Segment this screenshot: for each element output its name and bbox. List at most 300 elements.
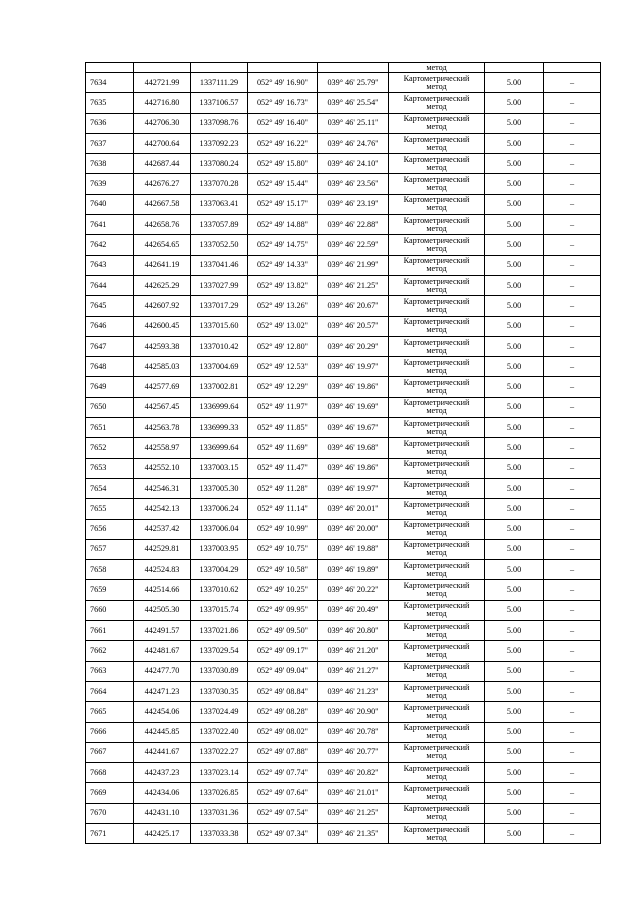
cell-point-number: 7669 <box>86 783 134 803</box>
cell-description: – <box>544 458 601 478</box>
cell-method <box>389 194 485 214</box>
cell-description: – <box>544 174 601 194</box>
table-row <box>86 763 601 783</box>
table-row <box>86 377 601 397</box>
cell-y: 1337030.35 <box>191 681 248 701</box>
cell-point-number: 7643 <box>86 255 134 275</box>
cell-longitude: 039° 46' 20.00" <box>318 519 389 539</box>
cell-accuracy: 5.00 <box>485 600 544 620</box>
cell-latitude: 052° 49' 11.28" <box>248 478 318 498</box>
table-row <box>86 194 601 214</box>
cell-x: 442542.13 <box>134 499 191 519</box>
cell-latitude: 052° 49' 07.34" <box>248 823 318 843</box>
cell-description: – <box>544 742 601 762</box>
method-line-2: метод <box>426 325 447 335</box>
table-row <box>86 316 601 336</box>
cell-description: – <box>544 215 601 235</box>
method-line-2: метод <box>426 487 447 497</box>
cell-description: – <box>544 377 601 397</box>
table-row <box>86 681 601 701</box>
cell-latitude: 052° 49' 08.02" <box>248 722 318 742</box>
method-line-2: метод <box>426 365 447 375</box>
cell-x: 442437.23 <box>134 763 191 783</box>
method-line-1: Картометрический <box>403 702 470 712</box>
cell-y: 1337030.89 <box>191 661 248 681</box>
cell-method <box>389 235 485 255</box>
cell-method <box>389 154 485 174</box>
cell-description: – <box>544 681 601 701</box>
cell-y: 1337021.86 <box>191 621 248 641</box>
method-line-2: метод <box>426 710 447 720</box>
cell-point-number: 7658 <box>86 560 134 580</box>
cell-y: 1337080.24 <box>191 154 248 174</box>
cell-x: 442676.27 <box>134 174 191 194</box>
cell-point-number: 7671 <box>86 823 134 843</box>
cell-y: 1337063.41 <box>191 194 248 214</box>
cell-x: 442593.38 <box>134 336 191 356</box>
method-line-2: метод <box>426 162 447 172</box>
method-line-2: метод <box>426 771 447 781</box>
method-line-2: метод <box>426 142 447 152</box>
cell-description: – <box>544 93 601 113</box>
cell-x: 442514.66 <box>134 580 191 600</box>
cell-method <box>389 113 485 133</box>
cell-method <box>389 377 485 397</box>
table-row <box>86 73 601 93</box>
cell-longitude: 039° 46' 20.67" <box>318 296 389 316</box>
cell-longitude: 039° 46' 19.97" <box>318 478 389 498</box>
cell-longitude: 039° 46' 19.67" <box>318 418 389 438</box>
method-line-1: Картометрический <box>403 195 470 205</box>
cell-accuracy: 5.00 <box>485 621 544 641</box>
cell-method <box>389 458 485 478</box>
method-line-1: Картометрический <box>403 154 470 164</box>
method-line-2: метод <box>426 264 447 274</box>
cell-longitude: 039° 46' 25.11" <box>318 113 389 133</box>
cell-point-number: 7657 <box>86 539 134 559</box>
table-row <box>86 823 601 843</box>
cell-latitude: 052° 49' 15.80" <box>248 154 318 174</box>
cell-description: – <box>544 275 601 295</box>
table-row <box>86 397 601 417</box>
cell-accuracy: 5.00 <box>485 641 544 661</box>
cell-x: 442600.45 <box>134 316 191 336</box>
method-line-1: Картометрический <box>403 784 470 794</box>
table-row <box>86 418 601 438</box>
cell-method <box>389 438 485 458</box>
cell-y: 1337003.95 <box>191 539 248 559</box>
cell-point-number: 7666 <box>86 722 134 742</box>
cell-lon <box>318 63 389 73</box>
table-row <box>86 458 601 478</box>
cell-x: 442721.99 <box>134 73 191 93</box>
method-line-2: метод <box>426 629 447 639</box>
method-line-1: Картометрический <box>403 662 470 672</box>
cell-description: – <box>544 255 601 275</box>
cell-y <box>191 63 248 73</box>
cell-accuracy: 5.00 <box>485 742 544 762</box>
cell-y: 1337092.23 <box>191 133 248 153</box>
cell-accuracy: 5.00 <box>485 357 544 377</box>
cell-y: 1337017.29 <box>191 296 248 316</box>
cell-longitude: 039° 46' 21.23" <box>318 681 389 701</box>
cell-latitude: 052° 49' 12.53" <box>248 357 318 377</box>
cell-longitude: 039° 46' 20.22" <box>318 580 389 600</box>
cell-point-number: 7656 <box>86 519 134 539</box>
method-line-2: метод <box>426 528 447 538</box>
cell-accuracy: 5.00 <box>485 316 544 336</box>
cell-method: метод <box>389 63 485 73</box>
cell-longitude: 039° 46' 21.27" <box>318 661 389 681</box>
cell-longitude: 039° 46' 21.01" <box>318 783 389 803</box>
cell-longitude: 039° 46' 19.69" <box>318 397 389 417</box>
cell-y: 1337031.36 <box>191 803 248 823</box>
cell-accuracy: 5.00 <box>485 174 544 194</box>
cell-point-number: 7641 <box>86 215 134 235</box>
cell-method <box>389 722 485 742</box>
method-line-2: метод <box>426 426 447 436</box>
cell-longitude: 039° 46' 21.99" <box>318 255 389 275</box>
cell-point-number: 7644 <box>86 275 134 295</box>
method-line-2: метод <box>426 203 447 213</box>
method-line-2: метод <box>426 690 447 700</box>
cell-point-number: 7639 <box>86 174 134 194</box>
cell-y: 1337024.49 <box>191 702 248 722</box>
cell-x: 442706.30 <box>134 113 191 133</box>
cell-latitude: 052° 49' 15.44" <box>248 174 318 194</box>
cell-description: – <box>544 499 601 519</box>
cell-method <box>389 823 485 843</box>
cell-longitude: 039° 46' 19.88" <box>318 539 389 559</box>
method-line-1: Картометрический <box>403 296 470 306</box>
cell-x: 442481.67 <box>134 641 191 661</box>
table-row <box>86 600 601 620</box>
cell-latitude: 052° 49' 13.26" <box>248 296 318 316</box>
table-row <box>86 478 601 498</box>
cell-latitude: 052° 49' 14.75" <box>248 235 318 255</box>
cell-latitude: 052° 49' 16.73" <box>248 93 318 113</box>
cell-method <box>389 560 485 580</box>
cell-y: 1337041.46 <box>191 255 248 275</box>
method-line-2: метод <box>426 832 447 842</box>
cell-method <box>389 215 485 235</box>
cell-longitude: 039° 46' 20.29" <box>318 336 389 356</box>
cell-method <box>389 641 485 661</box>
method-line-1: Картометрический <box>403 357 470 367</box>
cell-description: – <box>544 397 601 417</box>
cell-latitude: 052° 49' 10.25" <box>248 580 318 600</box>
cell-lat <box>248 63 318 73</box>
cell-y: 1337022.40 <box>191 722 248 742</box>
cell-x: 442546.31 <box>134 478 191 498</box>
cell-longitude: 039° 46' 20.78" <box>318 722 389 742</box>
method-line-2: метод <box>426 751 447 761</box>
cell-longitude: 039° 46' 20.01" <box>318 499 389 519</box>
cell-longitude: 039° 46' 24.76" <box>318 133 389 153</box>
cell-accuracy: 5.00 <box>485 93 544 113</box>
method-line-1: Картометрический <box>403 317 470 327</box>
cell-point-number: 7646 <box>86 316 134 336</box>
method-line-1: Картометрический <box>403 175 470 185</box>
cell-method <box>389 499 485 519</box>
table-row <box>86 621 601 641</box>
cell-description: – <box>544 73 601 93</box>
method-line-2: метод <box>426 81 447 91</box>
cell-point-number: 7637 <box>86 133 134 153</box>
cell-y: 1337111.29 <box>191 73 248 93</box>
cell-method <box>389 763 485 783</box>
cell-y: 1337023.14 <box>191 763 248 783</box>
method-line-2: метод <box>426 101 447 111</box>
cell-description: – <box>544 194 601 214</box>
cell-longitude: 039° 46' 19.86" <box>318 458 389 478</box>
cell-point-number: 7662 <box>86 641 134 661</box>
cell-point-number: 7659 <box>86 580 134 600</box>
method-line-1: Картометрический <box>403 499 470 509</box>
cell-point-number: 7660 <box>86 600 134 620</box>
method-line-1: Картометрический <box>403 459 470 469</box>
cell-accuracy: 5.00 <box>485 336 544 356</box>
cell-accuracy: 5.00 <box>485 235 544 255</box>
cell-y: 1337002.81 <box>191 377 248 397</box>
table-row <box>86 154 601 174</box>
cell-accuracy: 5.00 <box>485 397 544 417</box>
table-body <box>86 63 601 844</box>
cell-y: 1337057.89 <box>191 215 248 235</box>
coordinates-table <box>85 62 601 844</box>
cell-x: 442563.78 <box>134 418 191 438</box>
method-line-1: Картометрический <box>403 723 470 733</box>
method-line-2: метод <box>426 670 447 680</box>
cell-description: – <box>544 296 601 316</box>
cell-y: 1337004.29 <box>191 560 248 580</box>
table-row <box>86 93 601 113</box>
cell-latitude: 052° 49' 11.85" <box>248 418 318 438</box>
cell-method <box>389 418 485 438</box>
cell-accuracy: 5.00 <box>485 702 544 722</box>
cell-longitude: 039° 46' 23.19" <box>318 194 389 214</box>
table-row <box>86 519 601 539</box>
cell-longitude: 039° 46' 19.97" <box>318 357 389 377</box>
cell-point-number: 7667 <box>86 742 134 762</box>
cell-accuracy: 5.00 <box>485 519 544 539</box>
table-row <box>86 235 601 255</box>
cell-method <box>389 600 485 620</box>
cell-latitude: 052° 49' 08.84" <box>248 681 318 701</box>
cell-method <box>389 275 485 295</box>
cell-latitude: 052° 49' 11.97" <box>248 397 318 417</box>
cell-latitude: 052° 49' 08.28" <box>248 702 318 722</box>
method-line-1: Картометрический <box>403 560 470 570</box>
cell-method <box>389 357 485 377</box>
cell-longitude: 039° 46' 20.80" <box>318 621 389 641</box>
cell-accuracy: 5.00 <box>485 113 544 133</box>
cell-accuracy <box>485 63 544 73</box>
cell-method <box>389 133 485 153</box>
cell-point-number: 7654 <box>86 478 134 498</box>
method-line-1: Картометрический <box>403 641 470 651</box>
cell-longitude: 039° 46' 20.49" <box>318 600 389 620</box>
method-line-1: Картометрический <box>403 256 470 266</box>
cell-x: 442552.10 <box>134 458 191 478</box>
cell-x <box>134 63 191 73</box>
cell-latitude: 052° 49' 13.82" <box>248 275 318 295</box>
method-line-1: Картометрический <box>403 378 470 388</box>
cell-y: 1337015.74 <box>191 600 248 620</box>
table-row <box>86 702 601 722</box>
method-line-1: Картометрический <box>403 438 470 448</box>
cell-method <box>389 296 485 316</box>
method-line-1: Картометрический <box>403 479 470 489</box>
table-row <box>86 641 601 661</box>
cell-longitude: 039° 46' 23.56" <box>318 174 389 194</box>
cell-x: 442441.67 <box>134 742 191 762</box>
cell-x: 442658.76 <box>134 215 191 235</box>
cell-method <box>389 93 485 113</box>
table-row <box>86 539 601 559</box>
cell-y: 1337027.99 <box>191 275 248 295</box>
method-line-1: Картометрический <box>403 520 470 530</box>
cell-x: 442445.85 <box>134 722 191 742</box>
cell-latitude: 052° 49' 09.50" <box>248 621 318 641</box>
cell-description: – <box>544 235 601 255</box>
cell-point-number: 7634 <box>86 73 134 93</box>
cell-latitude: 052° 49' 07.64" <box>248 783 318 803</box>
cell-accuracy: 5.00 <box>485 783 544 803</box>
table-row <box>86 560 601 580</box>
cell-longitude: 039° 46' 21.35" <box>318 823 389 843</box>
cell-latitude: 052° 49' 12.80" <box>248 336 318 356</box>
cell-description: – <box>544 519 601 539</box>
table-row <box>86 803 601 823</box>
cell-x: 442716.80 <box>134 93 191 113</box>
cell-y: 1337022.27 <box>191 742 248 762</box>
method-line-2: метод <box>426 548 447 558</box>
cell-latitude: 052° 49' 09.95" <box>248 600 318 620</box>
cell-longitude: 039° 46' 22.59" <box>318 235 389 255</box>
cell-x: 442491.57 <box>134 621 191 641</box>
cell-x: 442687.44 <box>134 154 191 174</box>
cell-method <box>389 783 485 803</box>
cell-latitude: 052° 49' 11.69" <box>248 438 318 458</box>
table-row <box>86 742 601 762</box>
cell-accuracy: 5.00 <box>485 154 544 174</box>
cell-x: 442434.06 <box>134 783 191 803</box>
cell-method <box>389 255 485 275</box>
cell-description: – <box>544 580 601 600</box>
method-line-2: метод <box>426 223 447 233</box>
cell-point-number: 7651 <box>86 418 134 438</box>
cell-method <box>389 702 485 722</box>
cell-x: 442537.42 <box>134 519 191 539</box>
cell-latitude: 052° 49' 11.14" <box>248 499 318 519</box>
cell-y: 1337006.24 <box>191 499 248 519</box>
cell-description: – <box>544 763 601 783</box>
cell-x: 442700.64 <box>134 133 191 153</box>
table-row <box>86 357 601 377</box>
cell-description: – <box>544 621 601 641</box>
method-line-2: метод <box>426 446 447 456</box>
cell-accuracy: 5.00 <box>485 681 544 701</box>
cell-accuracy: 5.00 <box>485 803 544 823</box>
cell-longitude: 039° 46' 19.89" <box>318 560 389 580</box>
method-line-2: метод <box>426 507 447 517</box>
cell-longitude: 039° 46' 22.88" <box>318 215 389 235</box>
method-line-2: метод <box>426 812 447 822</box>
method-line-1: Картометрический <box>403 215 470 225</box>
cell-accuracy: 5.00 <box>485 438 544 458</box>
method-line-1: Картометрический <box>403 621 470 631</box>
table-row <box>86 296 601 316</box>
cell-method <box>389 539 485 559</box>
cell-method <box>389 174 485 194</box>
cell-x: 442567.45 <box>134 397 191 417</box>
cell-description: – <box>544 783 601 803</box>
cell-point-number: 7663 <box>86 661 134 681</box>
cell-method <box>389 621 485 641</box>
cell-longitude: 039° 46' 25.54" <box>318 93 389 113</box>
cell-y: 1337052.50 <box>191 235 248 255</box>
cell-latitude: 052° 49' 16.40" <box>248 113 318 133</box>
cell-x: 442505.30 <box>134 600 191 620</box>
method-line-1: Картометрический <box>403 93 470 103</box>
cell-point-number: 7668 <box>86 763 134 783</box>
cell-method <box>389 397 485 417</box>
cell-accuracy: 5.00 <box>485 377 544 397</box>
cell-description: – <box>544 560 601 580</box>
cell-point-number: 7647 <box>86 336 134 356</box>
method-line-1: Картометрический <box>403 398 470 408</box>
method-line-2: метод <box>426 304 447 314</box>
method-line-1: Картометрический <box>403 804 470 814</box>
cell-y: 1337098.76 <box>191 113 248 133</box>
cell-y: 1337006.04 <box>191 519 248 539</box>
cell-point-number: 7655 <box>86 499 134 519</box>
cell-accuracy: 5.00 <box>485 194 544 214</box>
cell-x: 442558.97 <box>134 438 191 458</box>
method-line-2: метод <box>426 731 447 741</box>
cell-longitude: 039° 46' 19.86" <box>318 377 389 397</box>
cell-latitude: 052° 49' 11.47" <box>248 458 318 478</box>
cell-method <box>389 661 485 681</box>
cell-y: 1337015.60 <box>191 316 248 336</box>
cell-x: 442641.19 <box>134 255 191 275</box>
cell-longitude: 039° 46' 20.77" <box>318 742 389 762</box>
cell-method <box>389 803 485 823</box>
table-row-continued <box>86 63 601 73</box>
method-line-2: метод <box>426 284 447 294</box>
table-row <box>86 133 601 153</box>
cell-point-number: 7670 <box>86 803 134 823</box>
cell-description: – <box>544 478 601 498</box>
cell-y: 1337106.57 <box>191 93 248 113</box>
cell-accuracy: 5.00 <box>485 580 544 600</box>
cell-point-number: 7650 <box>86 397 134 417</box>
method-line-2: метод <box>426 183 447 193</box>
cell-x: 442454.06 <box>134 702 191 722</box>
cell-accuracy: 5.00 <box>485 499 544 519</box>
cell-accuracy: 5.00 <box>485 458 544 478</box>
method-line-2: метод <box>426 122 447 132</box>
cell-method <box>389 681 485 701</box>
cell-x: 442585.03 <box>134 357 191 377</box>
cell-method <box>389 336 485 356</box>
method-line-1: Картометрический <box>403 418 470 428</box>
cell-accuracy: 5.00 <box>485 478 544 498</box>
cell-x: 442529.81 <box>134 539 191 559</box>
cell-latitude: 052° 49' 16.22" <box>248 133 318 153</box>
cell-latitude: 052° 49' 09.04" <box>248 661 318 681</box>
